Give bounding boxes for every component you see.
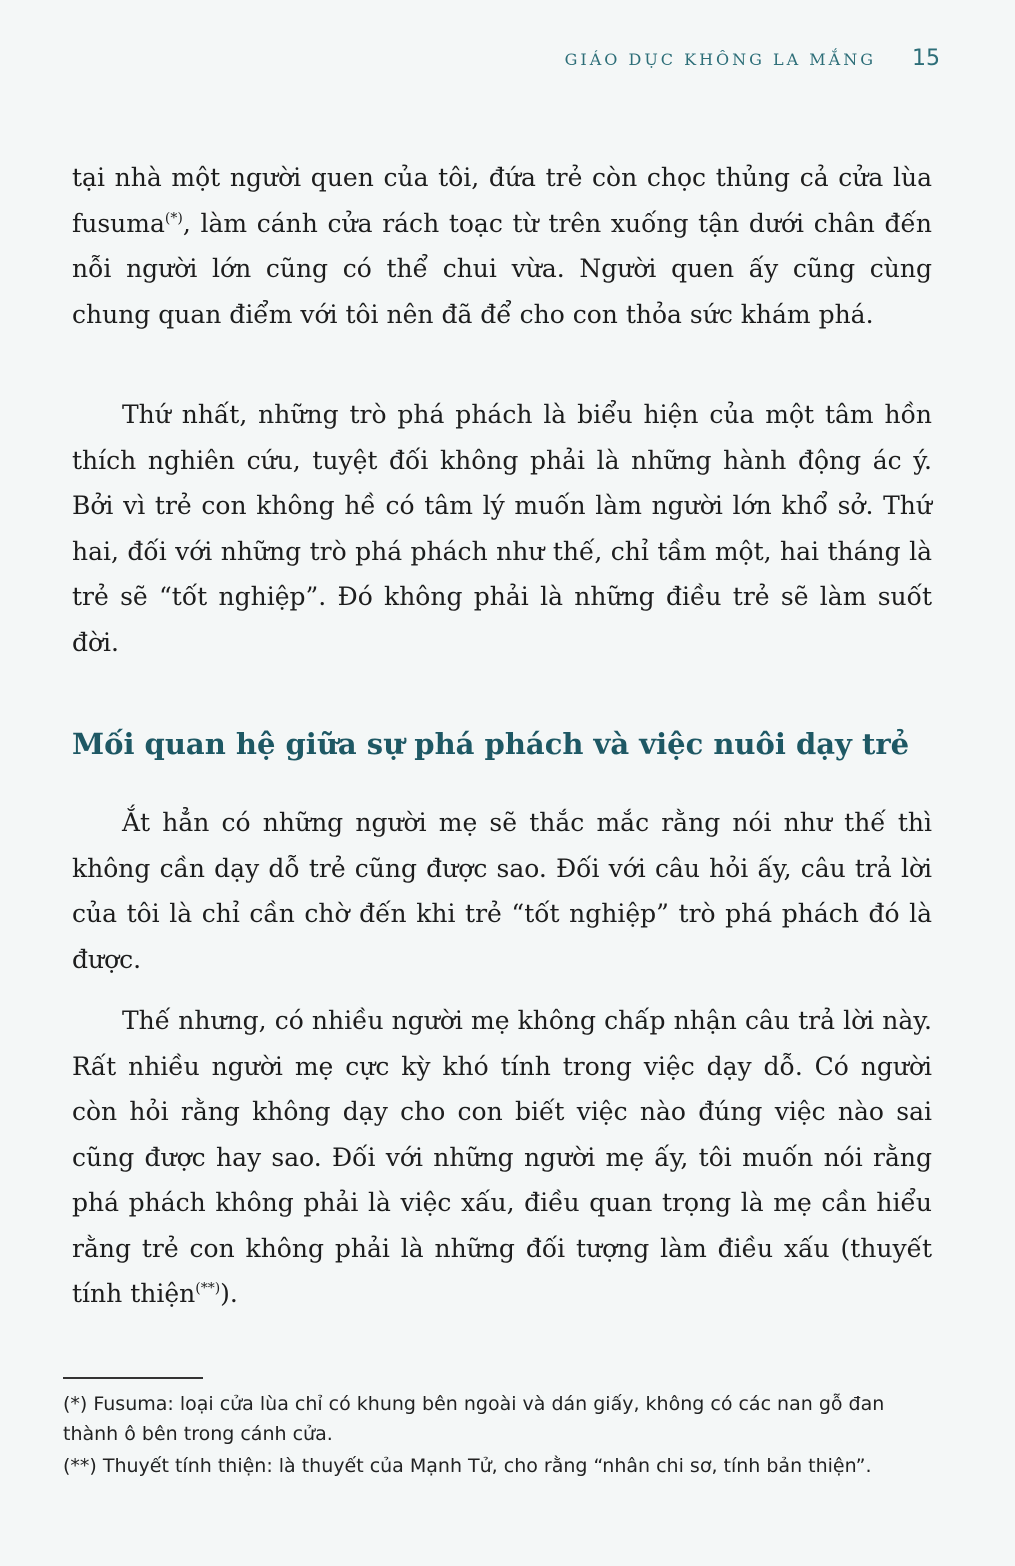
footnote-2	[63, 1451, 943, 1481]
footnote-1	[63, 1389, 943, 1449]
paragraph-1	[72, 155, 932, 337]
paragraph-3: Ắt hẳn có những người mẹ sẽ thắc mắc rằng nói như thế thì không cần dạy dỗ trẻ cũng được sao. Đối với câu hỏi ấy, câu trả lời của tôi là chỉ cần chờ đến khi trẻ “tốt nghiệp” trò phá phách đó là được.	[72, 808, 932, 974]
paragraph-1-text-b: , làm cánh cửa rách toạc từ trên xuống tận dưới chân đến nỗi người lớn cũng có thể chui vừa. Người quen ấy cũng cùng chung quan điểm với tôi nên đã để cho con thỏa sức khám phá.	[72, 208, 932, 329]
running-head	[470, 46, 940, 71]
footnote-mark-2: (**)	[195, 1280, 221, 1297]
footnote-divider	[63, 1377, 203, 1379]
footnote-2-mark: (**)	[63, 1455, 97, 1477]
paragraph-1-text-a: tại nhà một người quen của tôi, đứa trẻ còn chọc thủng cả cửa lùa fusuma	[72, 163, 932, 238]
section-heading: Mối quan hệ giữa sự phá phách và việc nuôi dạy trẻ	[72, 727, 910, 761]
footnote-1-mark: (*)	[63, 1393, 88, 1415]
page-number: 15	[912, 46, 940, 71]
footnote-mark-1: (*)	[164, 210, 183, 227]
paragraph-4-text-b: ).	[220, 1279, 238, 1308]
paragraph-4	[72, 998, 932, 1317]
running-title: GIÁO DỤC KHÔNG LA MẮNG	[564, 50, 876, 69]
paragraph-4-text-a: Thế nhưng, có nhiều người mẹ không chấp nhận câu trả lời này. Rất nhiều người mẹ cực kỳ khó tính trong việc dạy dỗ. Có người còn hỏi rằng không dạy cho con biết việc nào đúng việc nào sai cũng được hay sao. Đối với những người mẹ ấy, tôi muốn nói rằng phá phách không phải là việc xấu, điều quan trọng là mẹ cần hiểu rằng trẻ con không phải là những đối tượng làm điều xấu (thuyết tính thiện	[72, 1006, 932, 1308]
footnote-2-text: Thuyết tính thiện: là thuyết của Mạnh Tử, cho rằng “nhân chi sơ, tính bản thiện”.	[96, 1455, 872, 1477]
paragraph-2: Thứ nhất, những trò phá phách là biểu hiện của một tâm hồn thích nghiên cứu, tuyệt đối không phải là những hành động ác ý. Bởi vì trẻ con không hề có tâm lý muốn làm người lớn khổ sở. Thứ hai, đối với những trò phá phách như thế, chỉ tầm một, hai tháng là trẻ sẽ “tốt nghiệp”. Đó không phải là những điều trẻ sẽ làm suốt đời.	[72, 400, 932, 657]
footnote-1-text: Fusuma: loại cửa lùa chỉ có khung bên ngoài và dán giấy, không có các nan gỗ đan thành ô bên trong cánh cửa.	[63, 1393, 885, 1445]
